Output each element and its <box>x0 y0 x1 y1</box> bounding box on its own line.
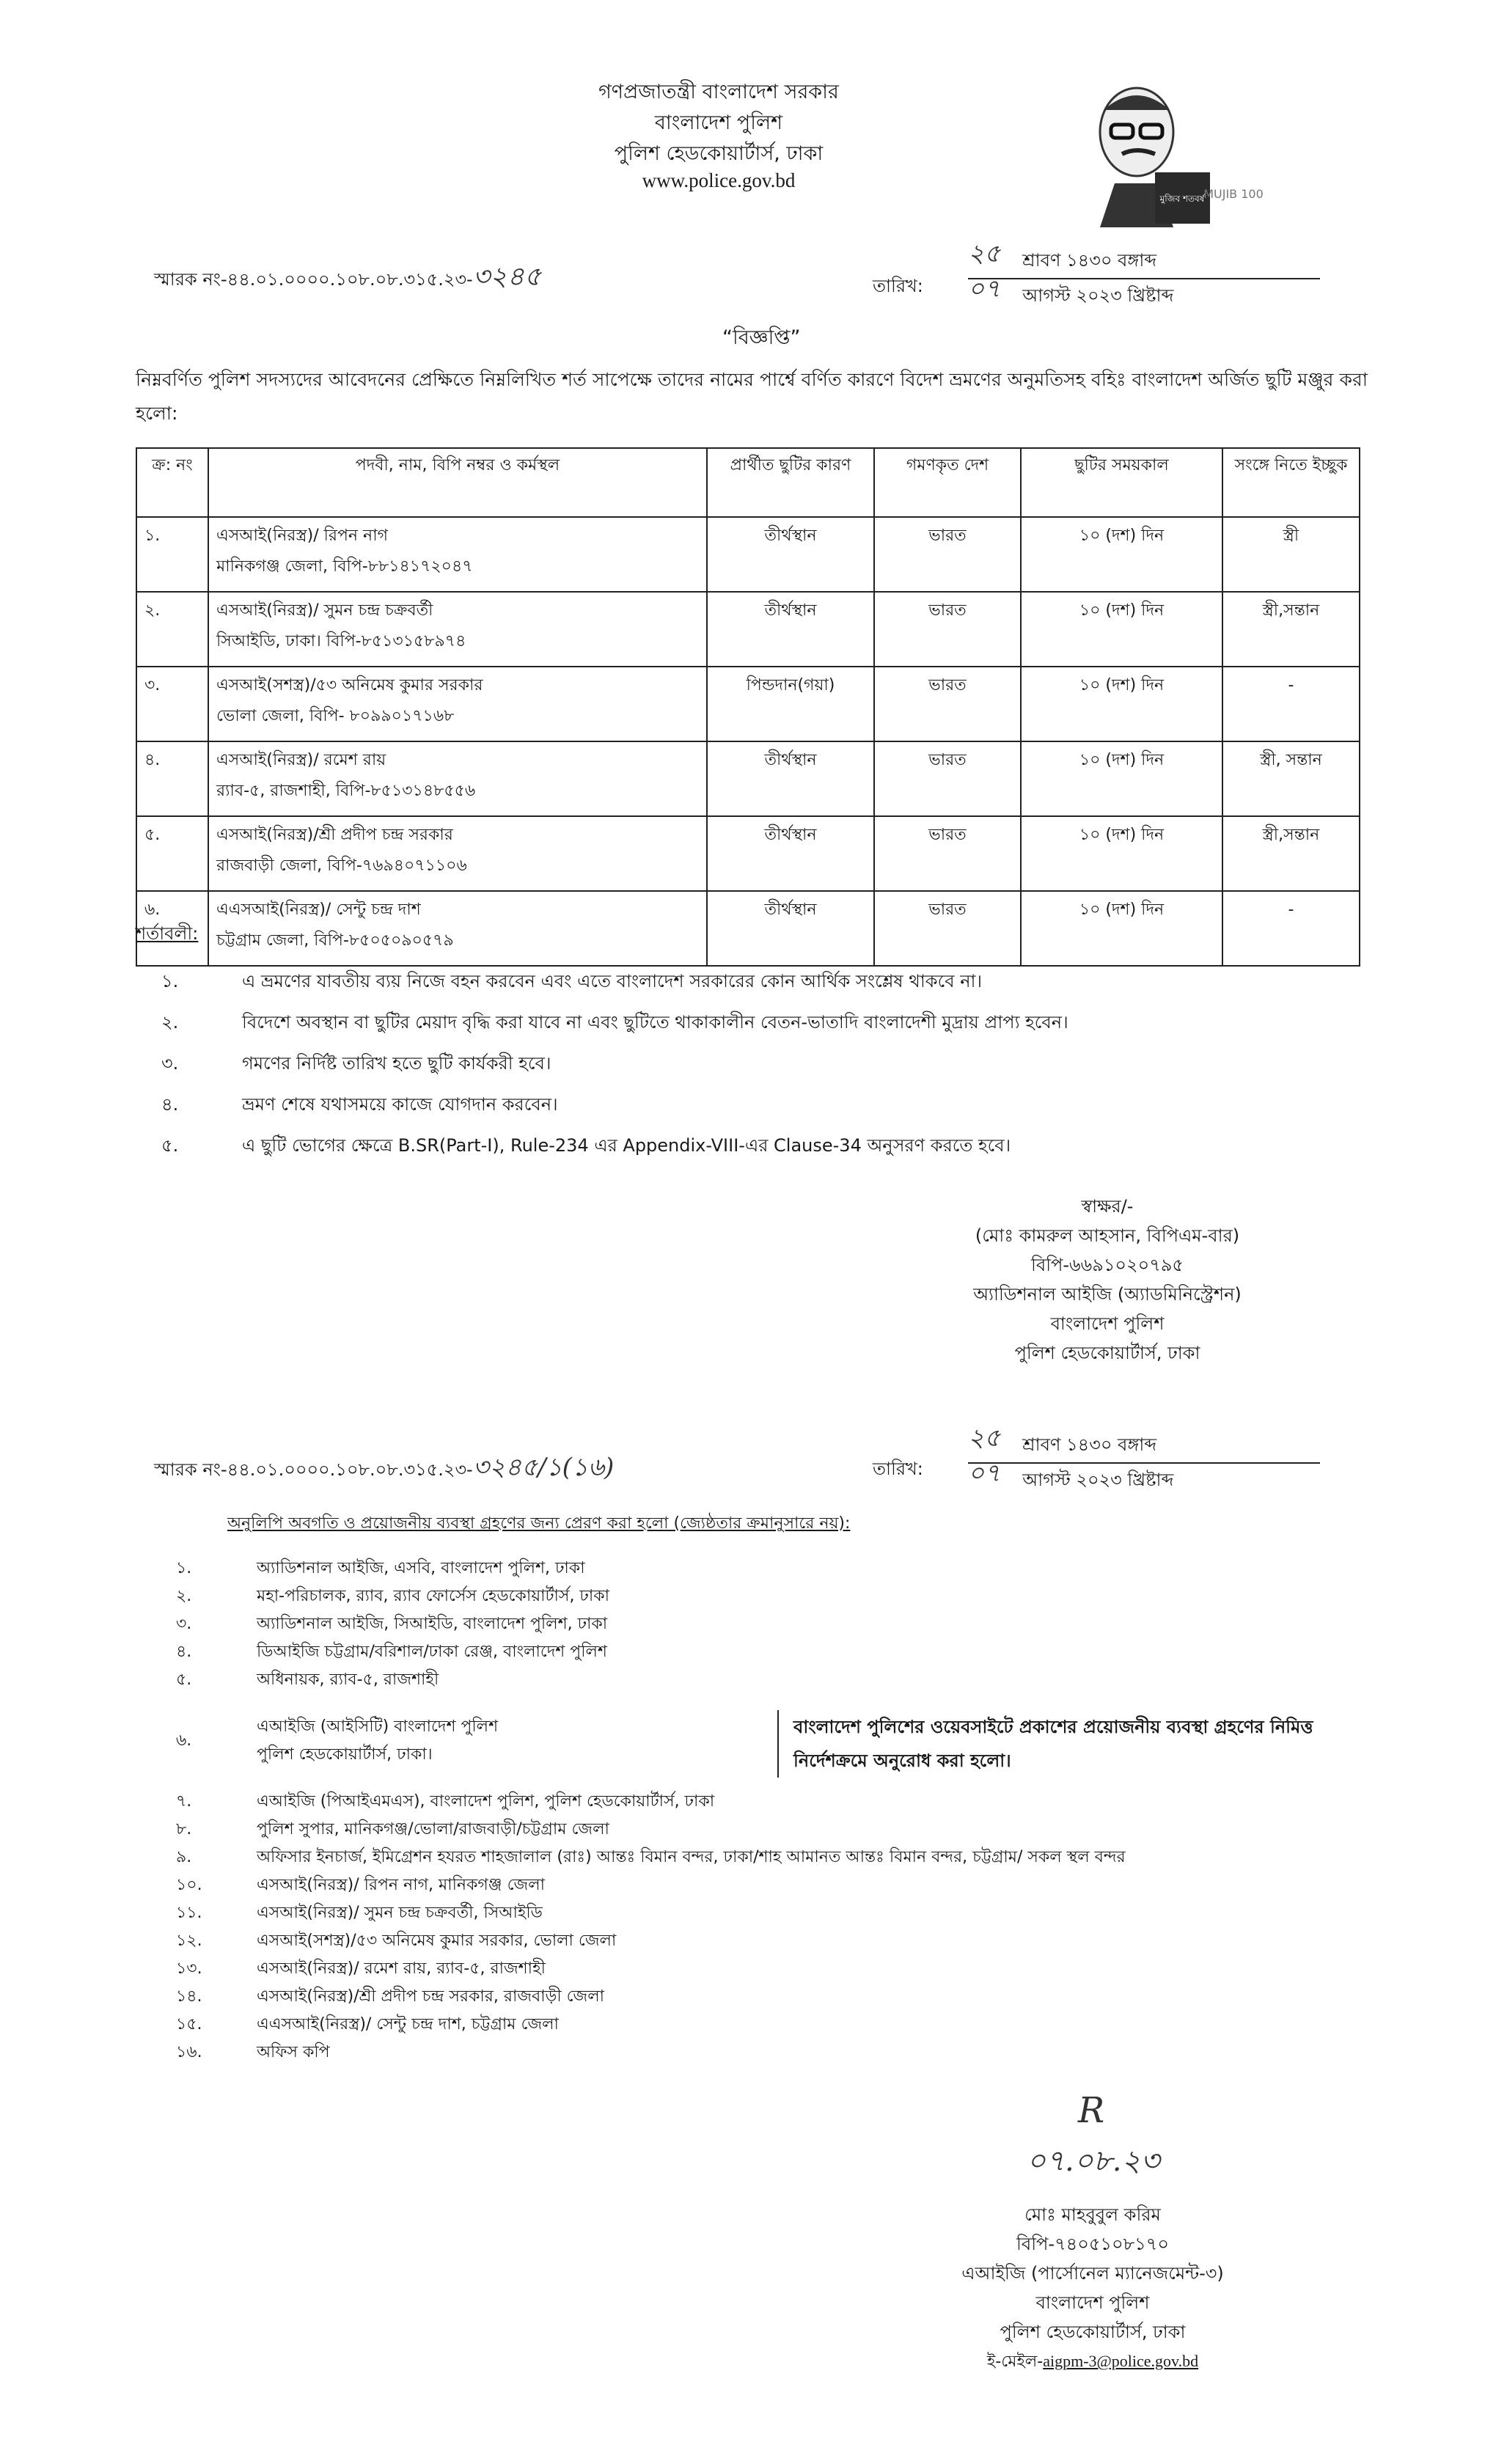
cc-number: ৩. <box>176 1615 192 1633</box>
cc-item <box>176 1638 1320 1666</box>
condition-item <box>161 1125 1364 1166</box>
cc-text-line: অ্যাডিশনাল আইজি, সিআইডি, বাংলাদেশ পুলিশ, ঢাকা <box>257 1615 608 1633</box>
cc-number: ১. <box>176 1559 192 1577</box>
row-serial: ২. <box>136 592 208 667</box>
row-companion: স্ত্রী,সন্তান <box>1222 816 1360 891</box>
cc-number: ১২. <box>176 1932 202 1950</box>
cc-text-line: এসআই(নিরস্ত্র)/ রিপন নাগ, মানিকগঞ্জ জেলা <box>257 1876 545 1894</box>
portrait-icon <box>1085 81 1264 227</box>
conditions-heading <box>136 920 198 950</box>
cc-number: ২. <box>176 1587 192 1605</box>
row-name-cell <box>208 741 707 816</box>
cc-item <box>176 1816 1320 1844</box>
table-row <box>136 741 1360 816</box>
date-label-2: তারিখ: <box>873 1459 923 1479</box>
table-row <box>136 517 1360 592</box>
row-designation-name: এএসআই(নিরস্ত্র)/ সেন্টু চন্দ্র দাশ <box>216 901 421 919</box>
col-name: পদবী, নাম, বিপি নম্বর ও কর্মস্থল <box>208 448 707 517</box>
row-designation-name: এসআই(নিরস্ত্র)/ রিপন নাগ <box>216 527 388 545</box>
row-duration: ১০ (দশ) দিন <box>1021 816 1222 891</box>
memo-handwritten-number: ৩২৪৫ <box>472 262 542 292</box>
row-name-cell <box>208 891 707 966</box>
date-greg-month: আগস্ট ২০২৩ খ্রিষ্টাব্দ <box>1022 1470 1174 1490</box>
row-serial: ১. <box>136 517 208 592</box>
cc-text-line: এএসআই(নিরস্ত্র)/ সেন্টু চন্দ্র দাশ, চট্টগ্রাম জেলা <box>257 2015 559 2034</box>
cc-item <box>176 1871 1320 1899</box>
cc-text <box>257 1983 604 2011</box>
cc-text-line: এসআই(নিরস্ত্র)/ রমেশ রায়, র‍্যাব-৫, রাজশাহী <box>257 1959 546 1978</box>
signatory-org: বাংলাদেশ পুলিশ <box>1050 1313 1165 1334</box>
cc-item <box>176 2011 1320 2039</box>
condition-text: ভ্রমণ শেষে যথাসময়ে কাজে যোগদান করবেন। <box>242 1094 558 1115</box>
cc-text-line: পুলিশ সুপার, মানিকগঞ্জ/ভোলা/রাজবাড়ী/চট্টগ্রাম জেলা <box>257 1820 609 1838</box>
row-station-bp: সিআইডি, ঢাকা। বিপি-৮৫১৩১৫৮৯৭৪ <box>216 632 466 650</box>
cc-text <box>257 1555 585 1583</box>
cc-text-line: এআইজি (পিআইএমএস), বাংলাদেশ পুলিশ, পুলিশ হেডকোয়ার্টার্স, ঢাকা <box>257 1792 715 1811</box>
cc-number: ১০. <box>176 1876 202 1894</box>
govt-name: গণপ্রজাতন্ত্রী বাংলাদেশ সরকার <box>598 81 839 103</box>
condition-number: ৪. <box>161 1094 179 1115</box>
col-duration: ছুটির সময়কাল <box>1021 448 1222 517</box>
row-companion: - <box>1222 891 1360 966</box>
table-row <box>136 592 1360 667</box>
cc-text <box>257 1899 543 1927</box>
cc-item <box>176 1583 1320 1610</box>
condition-number: ২. <box>161 1012 179 1033</box>
website-note: বাংলাদেশ পুলিশের ওয়েবসাইটে প্রকাশের প্রয়োজনীয় ব্যবস্থা গ্রহণের নিমিত্ত নির্দেশক্রমে অনুরোধ করা হলো। <box>777 1710 1321 1778</box>
row-country: ভারত <box>874 891 1021 966</box>
signatory-office: পুলিশ হেডকোয়ার্টার্স, ঢাকা <box>1000 2322 1186 2342</box>
cc-text <box>257 1927 616 1955</box>
signatory-office: পুলিশ হেডকোয়ার্টার্স, ঢাকা <box>1014 1343 1200 1363</box>
cc-number: ১১. <box>176 1904 202 1922</box>
cc-list <box>176 1555 1320 2067</box>
cc-number: ৮. <box>176 1820 192 1838</box>
signature-mark: স্বাক্ষর/- <box>1081 1196 1134 1217</box>
memo-handwritten-number: ৩২৪৫/১(১৬) <box>472 1453 615 1482</box>
row-station-bp: ভোলা জেলা, বিপি- ৮০৯৯০১৭১৬৮ <box>216 707 455 725</box>
row-serial: ৫. <box>136 816 208 891</box>
cc-text-line: ডিআইজি চট্টগ্রাম/বরিশাল/ঢাকা রেঞ্জ, বাংলাদেশ পুলিশ <box>257 1643 607 1661</box>
row-country: ভারত <box>874 667 1021 741</box>
cc-text-line: মহা-পরিচালক, র‍্যাব, র‍্যাব ফোর্সেস হেডকোয়ার্টার্স, ঢাকা <box>257 1587 610 1605</box>
row-duration: ১০ (দশ) দিন <box>1021 517 1222 592</box>
signatory-block-1 <box>865 1192 1349 1368</box>
signatory-bp: বিপি-৭৪০৫১০৮১৭০ <box>1016 2234 1169 2254</box>
cc-text <box>257 1844 1126 1871</box>
cc-text <box>257 2039 330 2067</box>
date-bangla-month: শ্রাবণ ১৪৩০ বঙ্গাব্দ <box>1022 1434 1157 1455</box>
cc-number: ৭. <box>176 1792 192 1811</box>
col-reason: প্রার্থীত ছুটির কারণ <box>707 448 874 517</box>
date-day-bn: ২৫ <box>968 1423 1001 1453</box>
condition-item <box>161 1002 1364 1043</box>
date-label-1: তারিখ: <box>873 276 923 296</box>
cc-item <box>176 1788 1320 1816</box>
signatory-designation: এআইজি (পার্সোনেল ম্যানেজমেন্ট-৩) <box>961 2263 1224 2284</box>
notice-title: “বিজ্ঞপ্তি” <box>722 326 801 349</box>
org-name: বাংলাদেশ পুলিশ <box>654 111 783 134</box>
memo-number-1 <box>154 257 814 301</box>
logo-text-bn: মুজিব শতবর্ষ <box>1159 194 1205 204</box>
row-reason: তীর্থস্থান <box>707 517 874 592</box>
cc-text-line: অধিনায়ক, র‍্যাব-৫, রাজশাহী <box>257 1671 439 1689</box>
row-reason: তীর্থস্থান <box>707 891 874 966</box>
handwritten-date: ০৭.০৮.২৩ <box>1027 2144 1160 2178</box>
table-header-row <box>136 448 1360 517</box>
cc-text-line: অ্যাডিশনাল আইজি, এসবি, বাংলাদেশ পুলিশ, ঢাকা <box>257 1559 585 1577</box>
date-block-2 <box>968 1423 1320 1496</box>
signatory-name: (মোঃ কামরুল আহসান, বিপিএম-বার) <box>975 1225 1240 1246</box>
memo-number-text: স্মারক নং-৪৪.০১.০০০০.১০৮.০৮.৩১৫.২৩- <box>154 1459 473 1480</box>
mujib100-logo <box>1085 81 1264 230</box>
cc-heading <box>227 1511 850 1538</box>
table-row <box>136 891 1360 966</box>
office-name: পুলিশ হেডকোয়ার্টার্স, ঢাকা <box>614 142 824 165</box>
table-row <box>136 667 1360 741</box>
cc-item <box>176 1844 1320 1871</box>
cc-text <box>257 1816 609 1844</box>
row-designation-name: এসআই(সশস্ত্র)/৫৩ অনিমেষ কুমার সরকার <box>216 676 483 694</box>
row-duration: ১০ (দশ) দিন <box>1021 741 1222 816</box>
condition-number: ১. <box>161 971 179 991</box>
cc-number: ১৩. <box>176 1959 202 1978</box>
cc-text-line: এসআই(নিরস্ত্র)/শ্রী প্রদীপ চন্দ্র সরকার, রাজবাড়ী জেলা <box>257 1987 605 2006</box>
row-reason: তীর্থস্থান <box>707 741 874 816</box>
cc-text-line: অফিসার ইনচার্জ, ইমিগ্রেশন হযরত শাহজালাল (রাঃ) আন্তঃ বিমান বন্দর, ঢাকা/শাহ আমানত আন্তঃ বিমান বন্দর, চট্টগ্রাম/ সকল স্থল বন্দর <box>257 1848 1126 1866</box>
memo-number-text: স্মারক নং-৪৪.০১.০০০০.১০৮.০৮.৩১৫.২৩- <box>154 269 473 290</box>
row-reason: তীর্থস্থান <box>707 592 874 667</box>
cc-item <box>176 1899 1320 1927</box>
row-name-cell <box>208 592 707 667</box>
row-serial: ৩. <box>136 667 208 741</box>
row-companion: স্ত্রী <box>1222 517 1360 592</box>
cc-item <box>176 1666 1320 1694</box>
cc-text <box>257 1638 607 1666</box>
condition-text: বিদেশে অবস্থান বা ছুটির মেয়াদ বৃদ্ধি করা যাবে না এবং ছুটিতে থাকাকালীন বেতন-ভাতাদি বাংলাদেশী মুদ্রায় প্রাপ্য হবেন। <box>242 1012 1068 1033</box>
date-divider <box>968 278 1320 279</box>
website-link[interactable]: www.police.gov.bd <box>642 169 796 191</box>
condition-text: এ ভ্রমণের যাবতীয় ব্যয় নিজে বহন করবেন এবং এতে বাংলাদেশ সরকারের কোন আর্থিক সংশ্লেষ থাকবে না। <box>242 971 983 991</box>
signatory-designation: অ্যাডিশনাল আইজি (অ্যাডমিনিস্ট্রেশন) <box>973 1284 1242 1305</box>
row-country: ভারত <box>874 816 1021 891</box>
cc-text <box>257 1955 546 1983</box>
cc-text-line: অফিস কপি <box>257 2043 330 2061</box>
condition-text: এ ছুটি ভোগের ক্ষেত্রে B.SR(Part-I), Rule-234 এর Appendix-VIII-এর Clause-34 অনুসরণ করতে হবে। <box>242 1135 1011 1156</box>
cc-item <box>176 1955 1320 1983</box>
row-duration: ১০ (দশ) দিন <box>1021 592 1222 667</box>
condition-text: গমণের নির্দিষ্ট তারিখ হতে ছুটি কার্যকরী হবে। <box>242 1053 551 1074</box>
row-name-cell <box>208 517 707 592</box>
condition-number: ৫. <box>161 1135 179 1156</box>
leave-table <box>136 447 1360 967</box>
date-day-en: ০৭ <box>968 274 1001 304</box>
row-serial: ৪. <box>136 741 208 816</box>
intro-paragraph: নিম্নবর্ণিত পুলিশ সদস্যদের আবেদনের প্রেক্ষিতে নিম্নলিখিত শর্ত সাপেক্ষে তাদের নামের পার্শ্বে বর্ণিত কারণে বিদেশ ভ্রমণের অনুমতিসহ বহিঃ বাংলাদেশ অর্জিত ছুটি মঞ্জুর করা হলো: <box>136 369 1368 424</box>
row-reason: পিন্ডদান(গয়া) <box>707 667 874 741</box>
letterhead <box>499 77 939 192</box>
cc-number: ১৬. <box>176 2043 202 2061</box>
row-companion: স্ত্রী,সন্তান <box>1222 592 1360 667</box>
email-link[interactable]: aigpm-3@police.gov.bd <box>1043 2352 1199 2370</box>
signatory-name: মোঃ মাহবুবুল করিম <box>1024 2204 1161 2225</box>
cc-text-line: এআইজি (আইসিটি) বাংলাদেশ পুলিশ <box>257 1717 499 1736</box>
cc-item <box>176 1713 748 1769</box>
condition-item <box>161 1084 1364 1125</box>
date-block-1 <box>968 239 1320 312</box>
row-station-bp: রাজবাড়ী জেলা, বিপি-৭৬৯৪০৭১১০৬ <box>216 857 467 875</box>
cc-item <box>176 1927 1320 1955</box>
signatory-bp: বিপি-৬৬৯১০২০৭৯৫ <box>1031 1255 1184 1275</box>
email-label: ই-মেইল- <box>986 2353 1044 2371</box>
cc-heading-text: অনুলিপি অবগতি ও প্রয়োজনীয় ব্যবস্থা গ্রহণের জন্য প্রেরণ করা হলো (জ্যেষ্ঠতার ক্রমানুসারে নয়): <box>227 1514 851 1533</box>
row-serial: ৬. <box>136 891 208 966</box>
cc-text <box>257 2011 559 2039</box>
cc-text-line-2: পুলিশ হেডকোয়ার্টার্স, ঢাকা। <box>257 1745 433 1764</box>
col-serial: ক্র: নং <box>136 448 208 517</box>
cc-number: ৬. <box>176 1731 192 1750</box>
row-country: ভারত <box>874 517 1021 592</box>
cc-text <box>257 1610 607 1638</box>
date-greg-month: আগস্ট ২০২৩ খ্রিষ্টাব্দ <box>1022 285 1174 306</box>
row-designation-name: এসআই(নিরস্ত্র)/ সুমন চন্দ্র চক্রবর্তী <box>216 601 433 620</box>
date-day-bn: ২৫ <box>968 239 1001 268</box>
cc-text <box>257 1713 498 1769</box>
row-duration: ১০ (দশ) দিন <box>1021 891 1222 966</box>
row-country: ভারত <box>874 741 1021 816</box>
row-companion: স্ত্রী, সন্তান <box>1222 741 1360 816</box>
cc-text <box>257 1871 545 1899</box>
cc-text-line: এসআই(নিরস্ত্র)/ সুমন চন্দ্র চক্রবর্তী, সিআইডি <box>257 1904 543 1922</box>
condition-item <box>161 961 1364 1002</box>
row-designation-name: এসআই(নিরস্ত্র)/শ্রী প্রদীপ চন্দ্র সরকার <box>216 826 453 844</box>
conditions-heading-text: শর্তাবলী: <box>136 923 199 944</box>
row-station-bp: চট্টগ্রাম জেলা, বিপি-৮৫০৫০৯০৫৭৯ <box>216 931 454 950</box>
cc-text <box>257 1583 609 1610</box>
row-name-cell <box>208 816 707 891</box>
row-reason: তীর্থস্থান <box>707 816 874 891</box>
cc-item <box>176 1555 1320 1583</box>
date-divider <box>968 1462 1320 1464</box>
cc-item <box>176 1610 1320 1638</box>
handwritten-initial: R <box>1078 2090 1105 2131</box>
row-companion: - <box>1222 667 1360 741</box>
row-country: ভারত <box>874 592 1021 667</box>
email-line <box>865 2347 1320 2377</box>
row-designation-name: এসআই(নিরস্ত্র)/ রমেশ রায় <box>216 751 386 769</box>
signatory-org: বাংলাদেশ পুলিশ <box>1035 2292 1150 2313</box>
date-bangla-month: শ্রাবণ ১৪৩০ বঙ্গাব্দ <box>1022 250 1157 271</box>
conditions-list <box>161 961 1364 1166</box>
signatory-block-2 <box>865 2200 1320 2377</box>
cc-item <box>176 2039 1320 2067</box>
cc-text <box>257 1666 439 1694</box>
cc-number: ৫. <box>176 1671 192 1689</box>
cc-number: ১৫. <box>176 2015 202 2034</box>
col-country: গমণকৃত দেশ <box>874 448 1021 517</box>
row-name-cell <box>208 667 707 741</box>
cc-text <box>257 1788 714 1816</box>
cc-text-line: এসআই(সশস্ত্র)/৫৩ অনিমেষ কুমার সরকার, ভোলা জেলা <box>257 1932 617 1950</box>
logo-text-en: MUJIB 100 <box>1203 187 1264 201</box>
table-row <box>136 816 1360 891</box>
row-station-bp: মানিকগঞ্জ জেলা, বিপি-৮৮১৪১৭২০৪৭ <box>216 557 473 576</box>
date-day-en: ০৭ <box>968 1459 1001 1488</box>
row-duration: ১০ (দশ) দিন <box>1021 667 1222 741</box>
cc-number: ৯. <box>176 1848 192 1866</box>
cc-number: ১৪. <box>176 1987 202 2006</box>
col-companion: সংঙ্গে নিতে ইচ্ছুক <box>1222 448 1360 517</box>
row-station-bp: র‍্যাব-৫, রাজশাহী, বিপি-৮৫১৩১৪৮৫৫৬ <box>216 782 476 800</box>
condition-item <box>161 1043 1364 1084</box>
cc-item <box>176 1983 1320 2011</box>
cc-number: ৪. <box>176 1643 192 1661</box>
condition-number: ৩. <box>161 1053 179 1074</box>
memo-number-2 <box>154 1448 814 1490</box>
